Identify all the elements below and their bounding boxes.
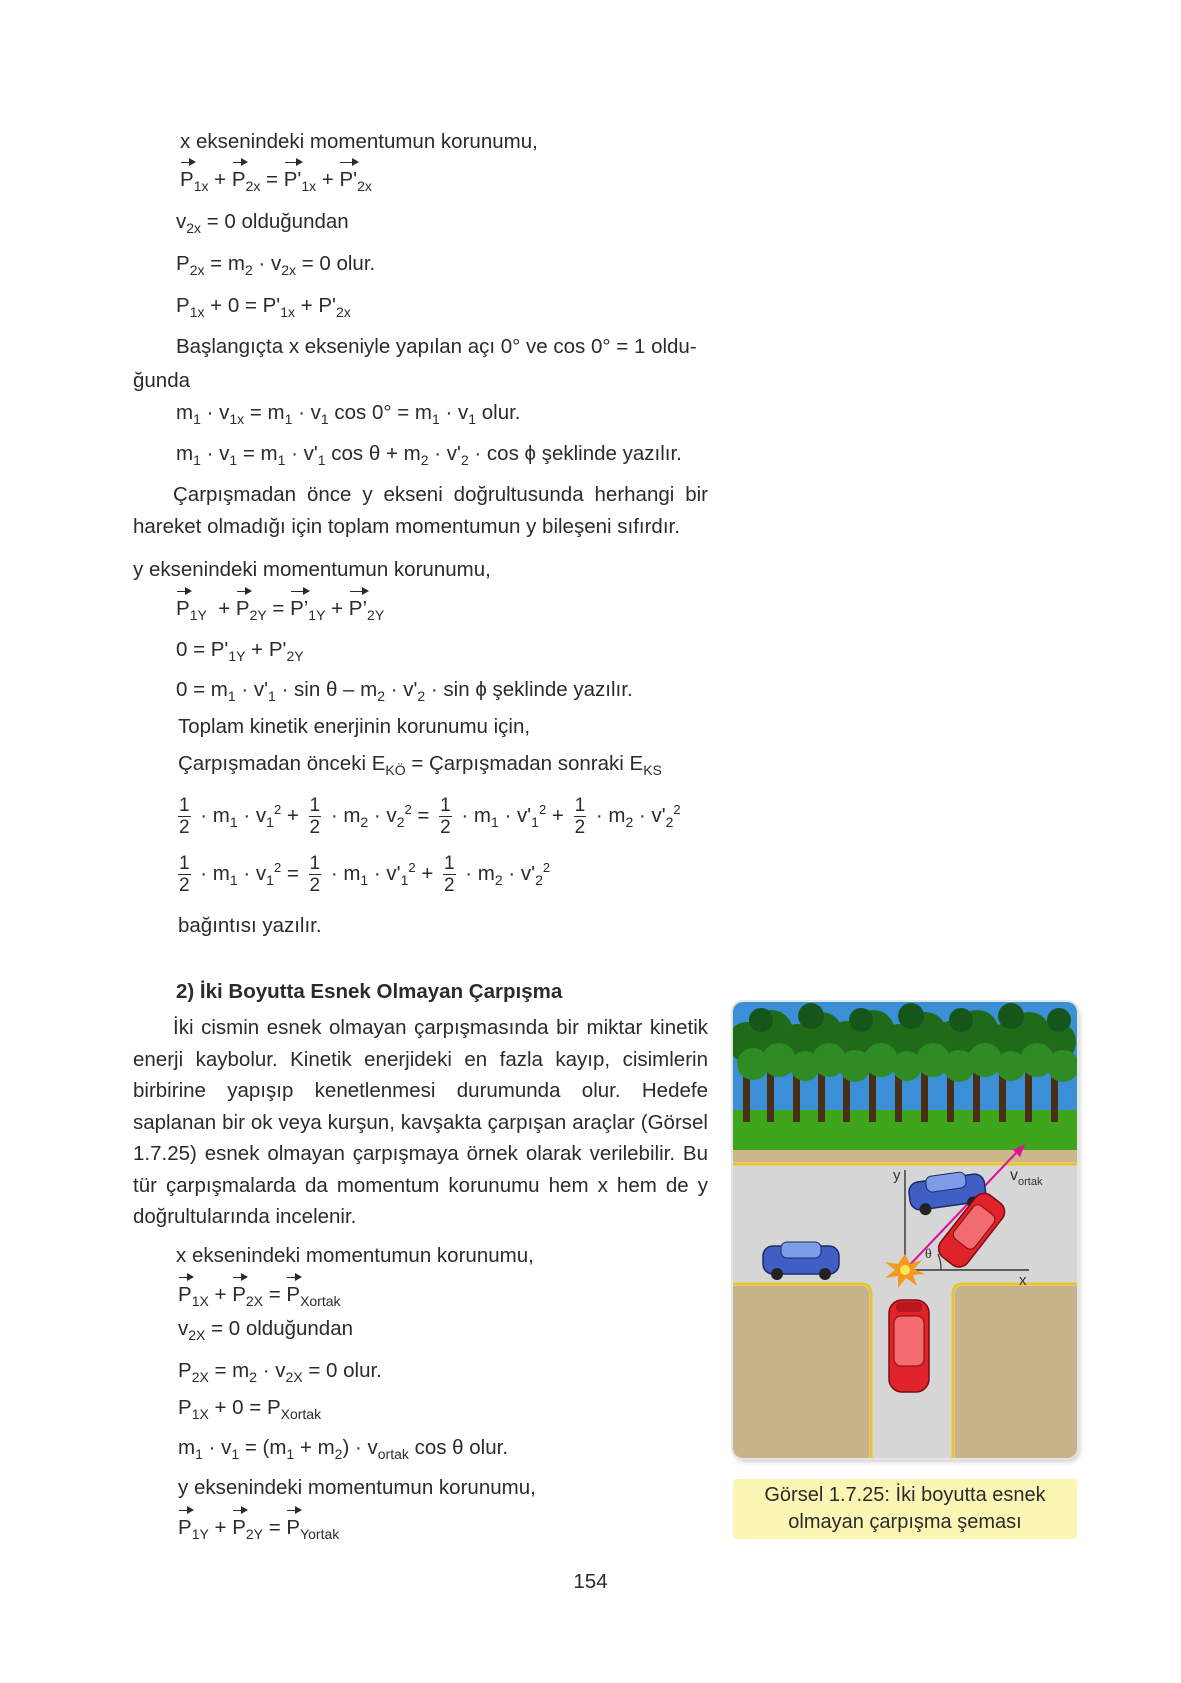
text-y-conservation-2: y eksenindeki momentumun korunumu, [178, 1476, 536, 1499]
paragraph-y-momentum: Çarpışmadan önce y ekseni doğrultusunda herhangi bir hareket olmadığı için toplam momentumun y bileşeni sıfırdır. [133, 483, 708, 538]
figure-caption [733, 1479, 1077, 1539]
angle-theta-label: θ [925, 1247, 932, 1262]
velocity-label: $v_{ortak}$ [1010, 1167, 1043, 1188]
section-heading: 2) İki Boyutta Esnek Olmayan Çarpışma [176, 980, 563, 1003]
equation-v2x-zero-2: $v_{2X} = 0$ olduğundan [178, 1317, 354, 1343]
equation-y-zero: $0 = P'_{1Y} + P'_{2Y}$ [176, 638, 304, 664]
equation-p1x: $P_{1x} + 0 = P'_{1x} + P'_{2x}$ [176, 294, 351, 320]
equation-kinetic-energy-words: Çarpışmadan önceki $E_{KÖ}$ = Çarpışmadan sonraki $E_{KS}$ [178, 752, 662, 778]
sidewalk-top [733, 1150, 1077, 1164]
block-bottom-left [733, 1286, 869, 1458]
text-initial-angle: Başlangıçta x ekseniyle yapılan açı 0° ve cos 0° = 1 oldu- [176, 335, 697, 358]
tree-canopy [733, 1003, 1077, 1082]
page-number: 154 [573, 1570, 608, 1593]
impact-core [900, 1265, 910, 1275]
equation-common-velocity: $m_1 \cdot v_1 = (m_1 + m_2) \cdot v_{ortak}$ cos θ olur. [178, 1436, 509, 1462]
axis-y-label: y [893, 1167, 901, 1184]
paragraph-inelastic: İki cismin esnek olmayan çarpışmasında bir miktar kinetik enerji kaybolur. Kinetik enerjideki en fazla kayıp, cisimlerin birbirine yapışıp kenetlenmesi durumunda olur. Hedefe saplanan bir ok veya kurşun, kavşakta çarpışan araçlar (Görsel 1.7.25) esnek olmayan çarpışmaya örnek olarak verilebilir. Bu tür çarpışmalarda da momentum korunumu hem x hem de y doğrultularında incelenir. [133, 1016, 708, 1228]
equation-m1v1x: $m_1 \cdot v_{1x} = m_1 \cdot v_1$ $\cos 0^\circ = m_1 \cdot v_1$ olur. [176, 401, 521, 427]
collision-figure [733, 1002, 1077, 1458]
equation-p1x-2: $P_{1X} + 0 = P_{Xortak}$ [178, 1396, 322, 1422]
equation-y-components: $0 = m_1 \cdot v'_1 \cdot \sin \theta - m_2 \cdot v'_2 \cdot \sin \phi$ şeklinde yazılır. [176, 678, 633, 704]
blue-car-left [763, 1242, 839, 1280]
equation-p2x-2: $P_{2X} = m_2 \cdot v_{2X} = 0$ olur. [178, 1359, 382, 1385]
text-relation-written: bağıntısı yazılır. [178, 914, 322, 937]
block-bottom-right [955, 1286, 1077, 1458]
text-initial-angle-cont: ğunda [133, 369, 191, 392]
equation-momentum-y-vector: $P_{1Y} + P_{2Y}$ = $P’_{1Y}$ + $P’_{2Y}$ [176, 597, 385, 623]
axis-x-label: x [1019, 1272, 1027, 1289]
equation-kinetic-full: $\frac{1}{2}$ · $m_1 \cdot v_1^2$ + $\frac{1}{2}$ · $m_2 \cdot v_2^2$ = $\frac{1}{2}$ · $m_1 \cdot v'_1^2$ + $\frac{1}{2}$ · $m_2 \cdot v'_2^2$ [179, 795, 681, 838]
equation-momentum-x-vector: $P_{1x} + P_{2x} = P'_{1x} + P'_{2x}$ [180, 168, 372, 194]
equation-kinetic-reduced: $\frac{1}{2}$ · $m_1 \cdot v_1^2$ = $\frac{1}{2}$ · $m_1 \cdot v'_1^2$ + $\frac{1}{2}$ · $m_2 \cdot v'_2^2$ [179, 853, 551, 896]
equation-x-components: $m_1 \cdot v_1 = m_1 \cdot v'_1$ $\cos \theta + m_2 \cdot v'_2 \cdot \cos \phi$ şeklinde yazılır. [176, 442, 682, 468]
text-y-conservation: y eksenindeki momentumun korunumu, [133, 558, 491, 581]
caption-line-1: Görsel 1.7.25: İki boyutta esnek [764, 1484, 1046, 1506]
text-kinetic-conservation: Toplam kinetik enerjinin korunumu için, [178, 715, 531, 738]
red-car-bottom [889, 1300, 929, 1392]
equation-momentum-x-inelastic: $P_{1X} + P_{2X} = P_{Xortak}$ [178, 1283, 341, 1309]
equation-momentum-y-inelastic: $P_{1Y} + P_{2Y} = P_{Yortak}$ [178, 1516, 340, 1542]
text-x-conservation-2: x eksenindeki momentumun korunumu, [176, 1244, 534, 1267]
caption-line-2: olmayan çarpışma şeması [788, 1511, 1022, 1533]
equation-p2x: $P_{2x} = m_2 \cdot v_{2x} = 0$ olur. [176, 252, 376, 278]
collision-illustration [733, 1002, 1077, 1458]
text-x-conservation: x eksenindeki momentumun korunumu, [180, 130, 538, 153]
equation-v2x-zero: $v_{2x} = 0$ olduğundan [176, 210, 349, 236]
